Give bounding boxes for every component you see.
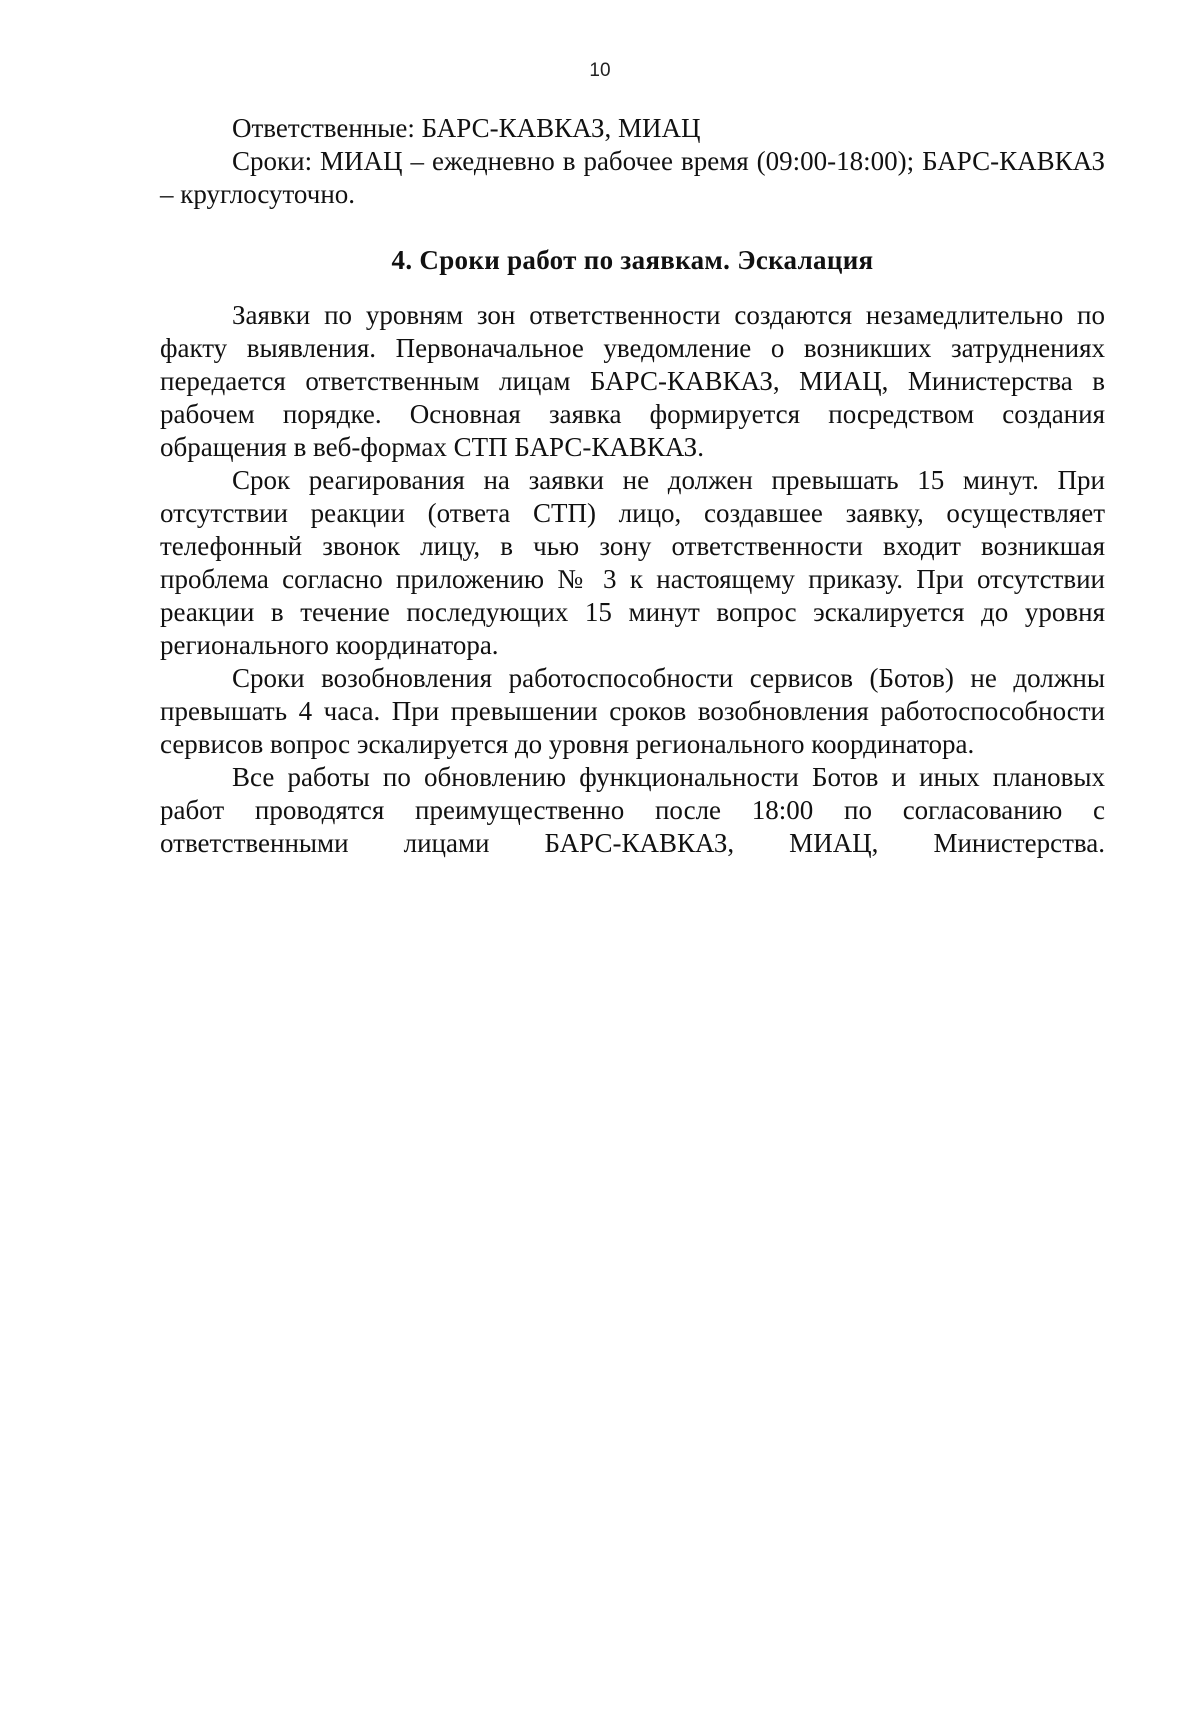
paragraph-planned-works: Все работы по обновлению функциональности Ботов и иных плановых работ проводятся преимущественно после 18:00 по согласованию с ответственными лицами БАРС-КАВКАЗ, МИАЦ, Министерства. (160, 762, 1105, 858)
paragraph-requests: Заявки по уровням зон ответственности создаются незамедлительно по факту выявления. Первоначальное уведомление о возникших затруднениях передается ответственным лицам БАРС-КАВКАЗ, МИАЦ, Министерства в рабочем порядке. Основная заявка формируется посредством создания обращения в веб-формах СТП БАРС-КАВКАЗ. (160, 300, 1105, 462)
page-number: 10 (589, 60, 611, 81)
section-heading: 4. Сроки работ по заявкам. Эскалация (391, 245, 874, 275)
paragraph-reaction-time: Срок реагирования на заявки не должен превышать 15 минут. При отсутствии реакции (ответа СТП) лицо, создавшее заявку, осуществляет телефонный звонок лицу, в чью зону ответственности входит возникшая проблема согласно приложению № 3 к настоящему приказу. При отсутствии реакции в течение последующих 15 минут вопрос эскалируется до уровня регионального координатора. (160, 465, 1105, 660)
document-body (160, 112, 1105, 860)
paragraph-recovery-time: Сроки возобновления работоспособности сервисов (Ботов) не должны превышать 4 часа. При превышении сроков возобновления работоспособности сервисов вопрос эскалируется до уровня регионального координатора. (160, 663, 1105, 759)
responsible-line: Ответственные: БАРС-КАВКАЗ, МИАЦ (232, 113, 701, 143)
deadlines-line: Сроки: МИАЦ – ежедневно в рабочее время (09:00-18:00); БАРС-КАВКАЗ – круглосуточно. (160, 146, 1105, 209)
